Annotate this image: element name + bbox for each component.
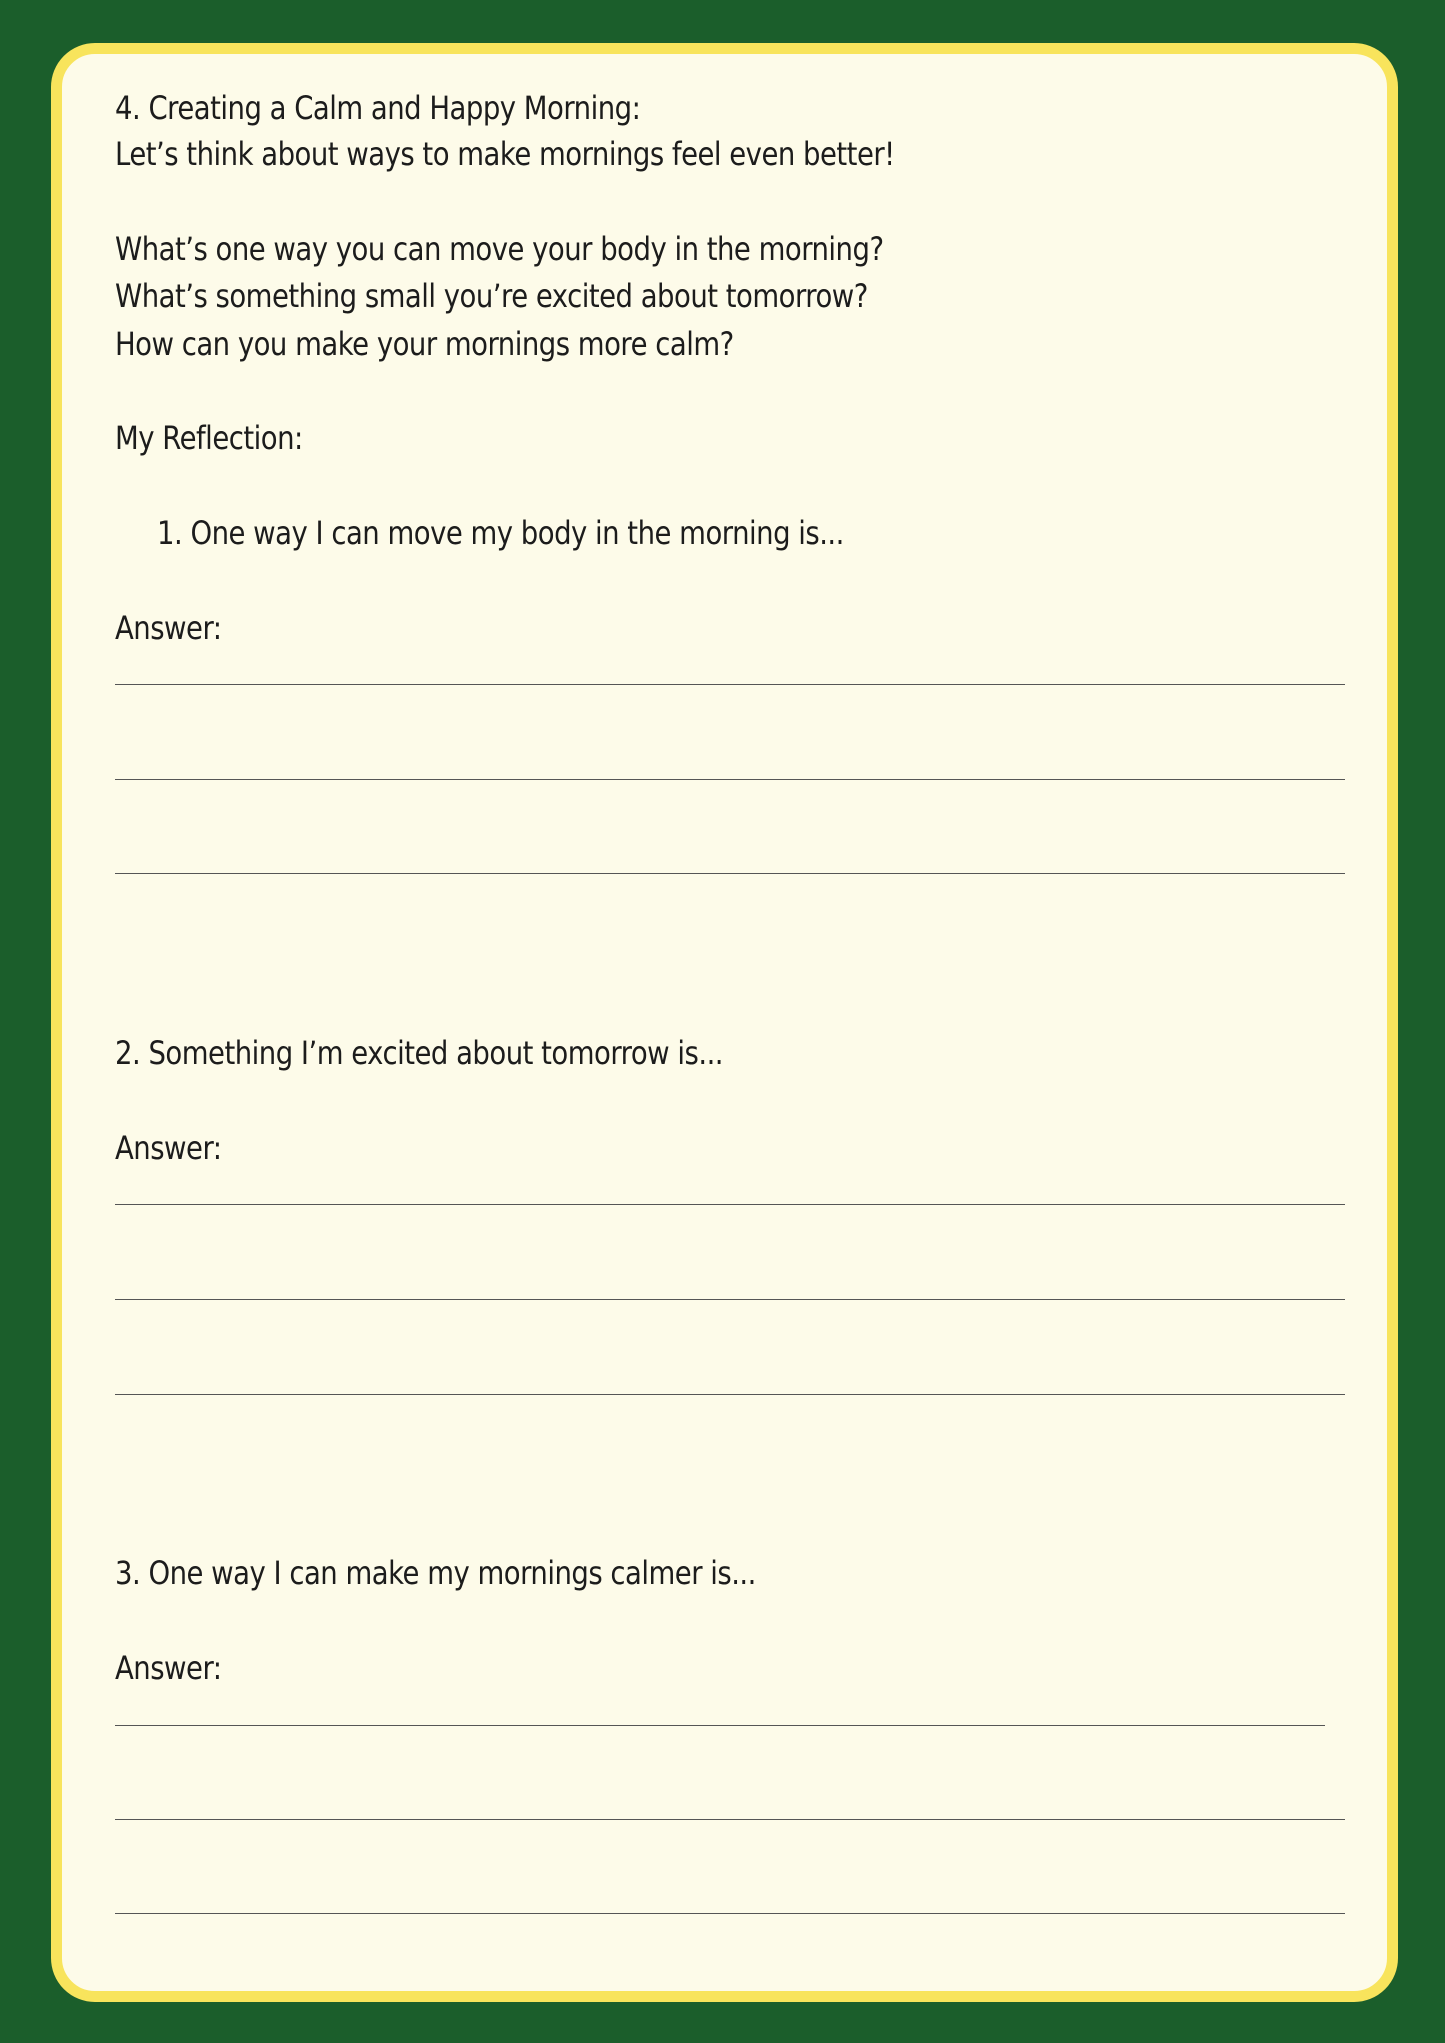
answer-1-line-2[interactable]: [115, 779, 1345, 780]
question-calm: How can you make your mornings more calm?: [115, 325, 734, 363]
question-move-body: What’s one way you can move your body in the morning?: [115, 230, 884, 268]
worksheet-card: [51, 43, 1398, 2002]
answer-3-line-1[interactable]: [115, 1725, 1325, 1726]
answer-label-2: Answer:: [115, 1129, 222, 1167]
answer-2-line-2[interactable]: [115, 1299, 1345, 1300]
answer-1-line-3[interactable]: [115, 873, 1345, 874]
prompt-1: 1. One way I can move my body in the morning is...: [157, 514, 844, 552]
reflection-heading: My Reflection:: [115, 419, 303, 457]
worksheet-title: 4. Creating a Calm and Happy Morning:: [115, 89, 641, 127]
answer-2-line-3[interactable]: [115, 1394, 1345, 1395]
answer-3-line-3[interactable]: [115, 1913, 1345, 1914]
question-excited: What’s something small you’re excited about tomorrow?: [115, 277, 868, 315]
answer-label-1: Answer:: [115, 609, 222, 647]
prompt-3: 3. One way I can make my mornings calmer is...: [115, 1554, 756, 1592]
answer-3-line-2[interactable]: [115, 1819, 1345, 1820]
prompt-2: 2. Something I’m excited about tomorrow is...: [115, 1034, 724, 1072]
answer-1-line-1[interactable]: [115, 684, 1345, 685]
worksheet-intro: Let’s think about ways to make mornings feel even better!: [115, 135, 895, 173]
worksheet-content: [62, 54, 1387, 1991]
answer-2-line-1[interactable]: [115, 1204, 1345, 1205]
answer-label-3: Answer:: [115, 1649, 222, 1687]
